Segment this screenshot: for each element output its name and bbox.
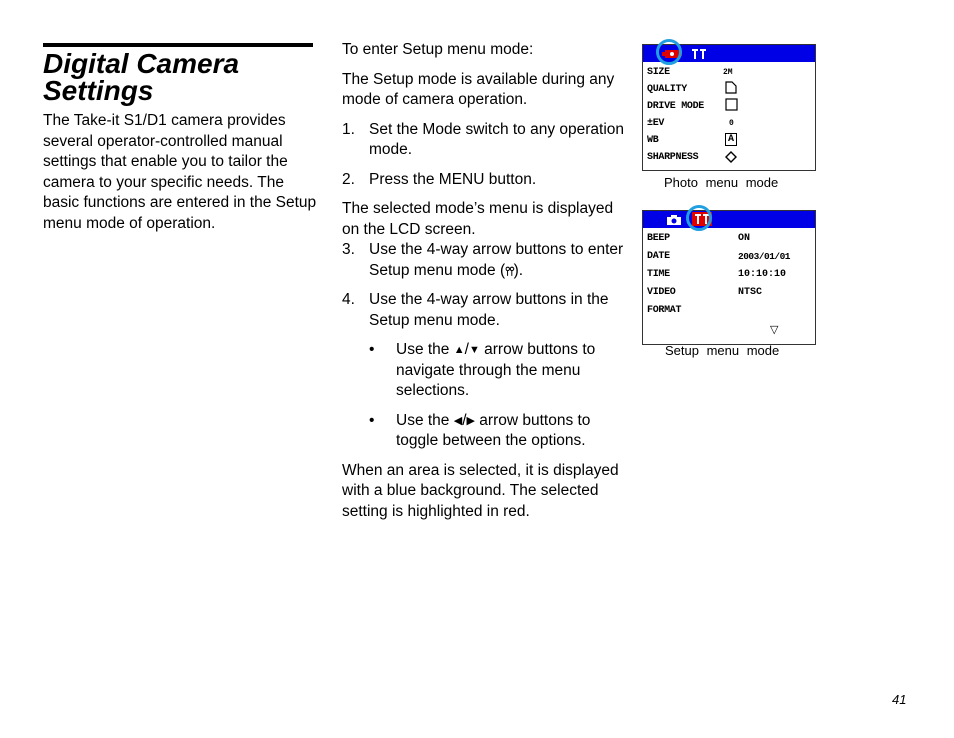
availability-paragraph: The Setup mode is available during any mode of camera operation. xyxy=(342,70,615,108)
bullet-text xyxy=(396,340,627,402)
down-arrow-icon: ▼ xyxy=(468,344,480,356)
instructions-heading: To enter Setup menu mode: xyxy=(342,41,534,58)
bullet-text-part: arrow buttons to toggle between the options. xyxy=(396,411,591,449)
up-arrow-icon: ▲ xyxy=(453,344,465,356)
bullet-toggle xyxy=(369,411,627,452)
bullet-navigate xyxy=(369,340,627,402)
menu-label-beep: BEEP xyxy=(647,233,670,244)
bullet-text-part: Use the xyxy=(396,341,454,358)
step-number: 4. xyxy=(342,291,355,308)
step-number: 3. xyxy=(342,241,355,258)
square-icon xyxy=(725,98,738,111)
setup-menu-screen xyxy=(642,210,816,345)
menu-value-video: NTSC xyxy=(738,287,763,298)
menu-label-sharpness: SHARPNESS xyxy=(647,152,699,163)
step-2-note: The selected mode’s menu is displayed on the LCD screen. xyxy=(342,200,614,238)
separator: / xyxy=(464,341,469,358)
menu-label-video: VIDEO xyxy=(647,287,676,298)
step-3 xyxy=(342,240,627,281)
step-text: Set the Mode switch to any operation mode. xyxy=(369,120,625,158)
right-arrow-icon: ▶ xyxy=(466,414,475,427)
photo-menu-caption: Photo menu mode xyxy=(664,175,779,190)
page-icon xyxy=(725,81,737,94)
step-text: Use the 4-way arrow buttons in the Setup menu mode. xyxy=(369,291,609,329)
camera-icon xyxy=(665,213,683,226)
menu-label-wb: WB xyxy=(647,135,659,146)
setup-menu-icon: ⫯⫯ xyxy=(505,263,514,278)
menu-value-wb: A xyxy=(725,133,737,146)
menu-label-ev: ±EV xyxy=(647,118,665,129)
menu-value-ev: 0 xyxy=(729,119,734,128)
step-2 xyxy=(342,170,627,191)
step-text xyxy=(369,240,627,281)
bullet-dot: • xyxy=(369,341,375,358)
step-number: 2. xyxy=(342,170,355,188)
menu-value-size: 2M xyxy=(723,68,733,77)
more-arrow-icon: ▽ xyxy=(770,324,779,336)
menu-label-size: SIZE xyxy=(647,67,670,78)
step-text-part: ). xyxy=(513,261,524,279)
bullet-text-part: Use the xyxy=(396,411,454,429)
step-text-part: Use the 4-way arrow buttons to enter Setup menu mode ( xyxy=(369,241,624,279)
step-4 xyxy=(342,290,627,331)
menu-value-time: 10:10:10 xyxy=(738,269,787,280)
setup-menu-caption: Setup menu mode xyxy=(665,343,780,358)
menu-label-drive-mode: DRIVE MODE xyxy=(647,101,705,112)
menu-label-date: DATE xyxy=(647,251,670,262)
menu-label-time: TIME xyxy=(647,269,670,280)
bullet-dot: • xyxy=(369,411,375,429)
step-number: 1. xyxy=(342,120,355,138)
highlight-circle xyxy=(686,205,712,231)
menu-label-quality: QUALITY xyxy=(647,84,687,95)
highlight-circle xyxy=(656,39,682,65)
menu-label-format: FORMAT xyxy=(647,305,682,316)
bullet-text xyxy=(396,411,627,452)
photo-menu-screen xyxy=(642,44,816,171)
left-arrow-icon: ◀ xyxy=(453,414,463,427)
menu-value-beep: ON xyxy=(738,233,751,244)
step-text: Press the MENU button. xyxy=(369,170,537,188)
intro-paragraph: The Take-it S1/D1 camera provides several operator-controlled manual settings that enable you to tailor the camera to your specific needs. The basic functions are entered in the Setup menu mode of operation. xyxy=(43,112,317,232)
title-rule xyxy=(43,43,313,47)
diamond-icon xyxy=(725,151,737,163)
setup-tools-icon xyxy=(691,47,711,60)
page-number: 41 xyxy=(892,692,907,707)
separator: / xyxy=(462,411,467,429)
menu-value-date: 2003/01/01 xyxy=(738,251,791,262)
closing-paragraph: When an area is selected, it is displayed with a blue background. The selected setting is highlighted in red. xyxy=(342,461,619,520)
bullet-text-part: arrow buttons to navigate through the menu selections. xyxy=(396,341,596,399)
step-1 xyxy=(342,120,627,161)
page-title: Digital Camera Settings xyxy=(43,48,240,106)
instructions-column xyxy=(342,40,627,522)
